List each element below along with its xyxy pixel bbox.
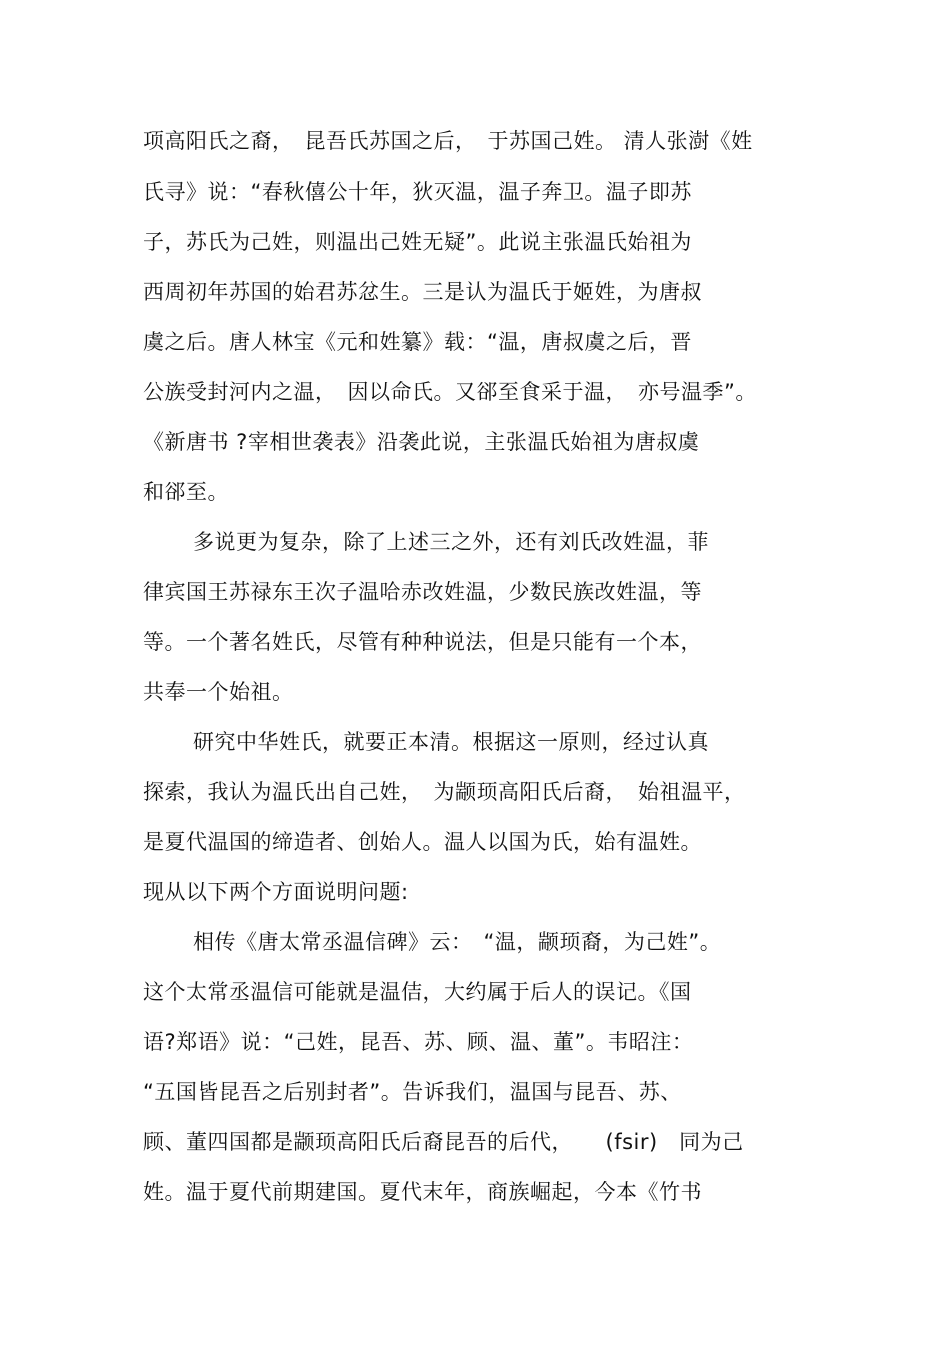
text-line: 和郤至。 [143, 480, 229, 504]
text-line: 这个太常丞温信可能就是温佶，大约属于后人的误记。《国 [143, 980, 692, 1004]
text-line: “五国皆昆吾之后别封者”。告诉我们，温国与昆吾、苏、 [143, 1080, 682, 1104]
text-line: 子，苏氏为己姓，则温出己姓无疑”。此说主张温氏始祖为 [143, 230, 692, 254]
text-line: 虞之后。唐人林宝《元和姓纂》载：“温，唐叔虞之后，晋 [143, 330, 692, 354]
text-line: 姓。温于夏代前期建国。夏代末年，商族崛起，今本《竹书 [143, 1180, 702, 1204]
text-line: 西周初年苏国的始君苏忿生。三是认为温氏于姬姓，为唐叔 [143, 280, 702, 304]
text-line: 律宾国王苏禄东王次子温哈赤改姓温，少数民族改姓温，等 [143, 580, 702, 604]
text-line: 是夏代温国的缔造者、创始人。温人以国为氏，始有温姓。 [143, 830, 702, 854]
text-line: 氏寻》说：“春秋僖公十年，狄灭温，温子奔卫。温子即苏 [143, 180, 692, 204]
text-line: 语?郑语》说：“己姓，昆吾、苏、顾、温、董”。韦昭注： [143, 1030, 694, 1054]
text-line: 探索，我认为温氏出自己姓， 为颛顼高阳氏后裔， 始祖温平， [143, 780, 746, 804]
text-line: 公族受封河内之温， 因以命氏。又郤至食采于温， 亦号温季”。 [143, 380, 757, 404]
paragraph-first-line: 多说更为复杂，除了上述三之外，还有刘氏改姓温，菲 [193, 530, 709, 554]
text-line: 共奉一个始祖。 [143, 680, 294, 704]
text-line: 项高阳氏之裔， 昆吾氏苏国之后， 于苏国己姓。 清人张澍《姓 [143, 129, 753, 153]
text-line: 《新唐书 ?宰相世袭表》沿袭此说，主张温氏始祖为唐叔虞 [143, 430, 700, 454]
text-line: 现从以下两个方面说明问题: [143, 880, 409, 904]
paragraph-first-line: 相传《唐太常丞温信碑》云： “温，颛顼裔，为己姓”。 [193, 930, 722, 954]
text-line: 顾、董四国都是颛顼高阳氏后裔昆吾的后代， (fsir) 同为己 [143, 1130, 744, 1154]
paragraph-first-line: 研究中华姓氏，就要正本清。根据这一原则，经过认真 [193, 730, 709, 754]
text-line: 等。一个著名姓氏，尽管有种种说法，但是只能有一个本， [143, 630, 702, 654]
